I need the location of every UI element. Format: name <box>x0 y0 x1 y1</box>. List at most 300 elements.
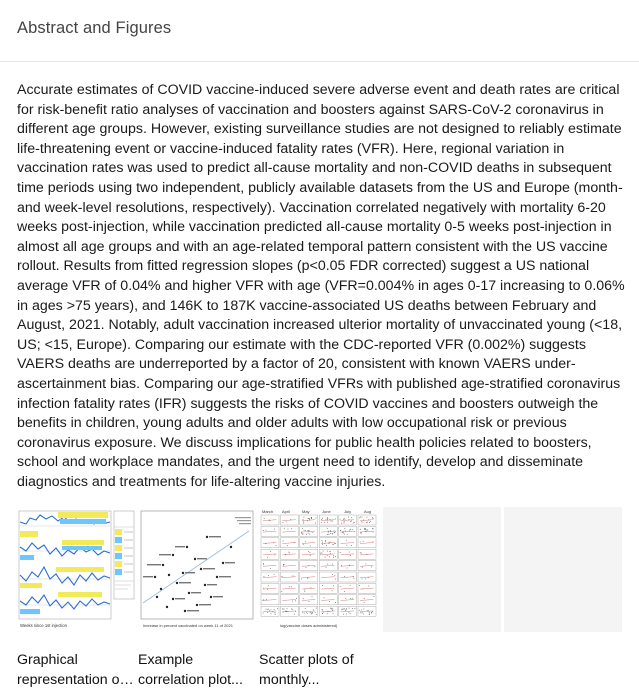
figure-3-point <box>347 545 348 546</box>
figure-3-panel <box>319 515 337 525</box>
figure-3-point <box>327 522 328 523</box>
figure-3-point <box>303 519 304 520</box>
figure-3-point <box>291 528 292 529</box>
figure-3-point <box>351 545 352 546</box>
figure-3-panel <box>358 595 376 605</box>
figure-3-point <box>340 586 341 587</box>
figure-3-panel <box>358 526 376 536</box>
figure-caption-2[interactable] <box>138 650 256 690</box>
figure-3-point <box>350 555 351 556</box>
figure-3-point <box>331 609 332 610</box>
figure-3-panel <box>261 538 279 548</box>
figure-3-point <box>330 553 331 554</box>
figure-3-point <box>264 518 265 519</box>
figure-3-point <box>363 522 364 523</box>
figure-3-point <box>335 602 336 603</box>
figure-3-point <box>334 533 335 534</box>
figure-3-panel <box>300 572 318 582</box>
figure-3-point <box>281 591 282 592</box>
figure-3-point <box>312 612 313 613</box>
figure-3-point <box>277 608 278 609</box>
figure-3-point <box>366 530 367 531</box>
figure-2-image <box>139 507 257 632</box>
figure-3-point <box>283 541 284 542</box>
figure-3-point <box>360 517 361 518</box>
figure-3-point <box>368 577 369 578</box>
figure-3-point <box>309 601 310 602</box>
figure-3-point <box>362 517 363 518</box>
figure-3-point <box>349 552 350 553</box>
figure-3-point <box>350 529 351 530</box>
figure-3-point <box>266 599 267 600</box>
figure-3-point <box>333 544 334 545</box>
figure-3-point <box>344 534 345 535</box>
figure-3-point <box>335 519 336 520</box>
figure-3-month-label: July <box>344 509 352 514</box>
figure-3-point <box>315 612 316 613</box>
figure-3-point <box>346 608 347 609</box>
figure-3-panel <box>261 561 279 571</box>
figure-3-point <box>289 586 290 587</box>
figure-3-point <box>350 585 351 586</box>
figure-3-point <box>311 518 312 519</box>
figure-3-point <box>322 613 323 614</box>
figure-3-point <box>360 533 361 534</box>
figure-3-point <box>367 610 368 611</box>
figure-3-point <box>306 534 307 535</box>
figure-3-point <box>351 521 352 522</box>
figure-3-point <box>365 529 366 530</box>
figure-3-point <box>322 542 323 543</box>
figure-3-point <box>347 534 348 535</box>
figure-3-point <box>263 599 264 600</box>
section-title: Abstract and Figures <box>17 19 172 37</box>
figure-1-image <box>18 507 136 632</box>
figure-3-point <box>342 532 343 533</box>
figure-3-point <box>268 575 269 576</box>
figure-3-point <box>305 590 306 591</box>
figure-2-xlabel: Increase in percent vaccinated on week 11 of 2021 <box>143 623 233 628</box>
figure-3-point <box>346 609 347 610</box>
figure-3-panel <box>319 538 337 548</box>
figure-3-point <box>360 542 361 543</box>
figure-3-panel <box>358 583 376 593</box>
figure-3-point <box>309 531 310 532</box>
figure-3-point <box>291 609 292 610</box>
figure-3-point <box>327 517 328 518</box>
figure-3-point <box>322 585 323 586</box>
figure-caption-3[interactable] <box>259 650 377 690</box>
figure-3-point <box>335 543 336 544</box>
caption-line: Example <box>138 652 194 668</box>
figure-thumbnail-3[interactable] <box>260 507 378 632</box>
figure-3-point <box>271 610 272 611</box>
figure-3-point <box>322 540 323 541</box>
figure-3-point <box>321 519 322 520</box>
figure-3-panel <box>300 549 318 559</box>
figure-3-point <box>362 613 363 614</box>
figure-3-point <box>332 574 333 575</box>
figure-3-point <box>276 545 277 546</box>
figure-3-point <box>263 564 264 565</box>
figure-3-point <box>369 614 370 615</box>
caption-line: correlation plot... <box>138 672 243 688</box>
figure-3-point <box>329 534 330 535</box>
figure-3-point <box>342 609 343 610</box>
figure-3-point <box>312 596 313 597</box>
figure-3-panel <box>358 561 376 571</box>
figure-3-point <box>361 522 362 523</box>
figure-3-point <box>332 610 333 611</box>
figure-3-point <box>305 542 306 543</box>
figure-3-point <box>341 565 342 566</box>
figure-3-point <box>333 609 334 610</box>
figure-3-point <box>373 518 374 519</box>
figure-3-panel <box>339 549 357 559</box>
figure-3-point <box>330 542 331 543</box>
figure-3-point <box>329 557 330 558</box>
figure-3-point <box>373 532 374 533</box>
figure-3-point <box>290 519 291 520</box>
figure-3-point <box>370 521 371 522</box>
figure-3-point <box>322 610 323 611</box>
figure-3-panel <box>339 595 357 605</box>
section-header <box>0 0 639 62</box>
figure-3-point <box>273 612 274 613</box>
figure-3-point <box>267 557 268 558</box>
figure-3-point <box>263 613 264 614</box>
figure-3-point <box>348 517 349 518</box>
figure-3-point <box>352 529 353 530</box>
figure-3-point <box>344 608 345 609</box>
figure-3-point <box>347 568 348 569</box>
figure-3-point <box>350 613 351 614</box>
figure-3-point <box>263 563 264 564</box>
figure-3-point <box>321 553 322 554</box>
figure-3-panel <box>300 515 318 525</box>
figure-3-point <box>330 551 331 552</box>
figure-3-point <box>284 528 285 529</box>
figure-3-point <box>286 522 287 523</box>
figure-3-point <box>374 596 375 597</box>
figure-3-point <box>335 556 336 557</box>
figure-3-point <box>331 521 332 522</box>
figure-3-point <box>295 601 296 602</box>
figure-3-point <box>268 585 269 586</box>
figure-3-point <box>275 555 276 556</box>
figure-3-point <box>372 611 373 612</box>
figure-3-point <box>371 567 372 568</box>
figure-3-point <box>266 530 267 531</box>
figure-3-panel <box>358 606 376 616</box>
figure-3-point <box>327 555 328 556</box>
figure-3-point <box>289 553 290 554</box>
figure-3-month-label: May <box>302 509 310 514</box>
figure-3-point <box>354 531 355 532</box>
figure-3-point <box>332 533 333 534</box>
figure-3-point <box>328 532 329 533</box>
figure-3-point <box>345 610 346 611</box>
figure-3-point <box>346 614 347 615</box>
figure-3-point <box>295 611 296 612</box>
figure-3-point <box>352 608 353 609</box>
figure-3-month-label: April <box>282 509 291 514</box>
figure-3-point <box>333 613 334 614</box>
figure-3-point <box>267 612 268 613</box>
figure-3-point <box>283 565 284 566</box>
figure-3-point <box>287 545 288 546</box>
figure-3-point <box>308 533 309 534</box>
figure-3-point <box>340 530 341 531</box>
figure-3-point <box>367 530 368 531</box>
figure-3-point <box>307 613 308 614</box>
figure-3-point <box>309 519 310 520</box>
figure-3-panel <box>280 583 298 593</box>
figure-3-point <box>322 609 323 610</box>
figure-3-panel <box>319 561 337 571</box>
figure-3-point <box>271 613 272 614</box>
figure-3-point <box>324 522 325 523</box>
figure-3-point <box>305 591 306 592</box>
figure-3-point <box>310 555 311 556</box>
figure-3-point <box>322 544 323 545</box>
figure-3-point <box>364 609 365 610</box>
figure-3-point <box>308 551 309 552</box>
figure-3-point <box>321 522 322 523</box>
figure-3-point <box>306 567 307 568</box>
figure-3-point <box>364 529 365 530</box>
figure-3-point <box>330 530 331 531</box>
figure-3-point <box>340 519 341 520</box>
figure-3-point <box>294 614 295 615</box>
figure-3-point <box>326 519 327 520</box>
figure-3-point <box>360 552 361 553</box>
figure-3-panel <box>280 549 298 559</box>
figure-3-point <box>366 522 367 523</box>
figure-3-point <box>349 530 350 531</box>
figure-3-point <box>345 531 346 532</box>
figure-3-point <box>352 598 353 599</box>
figure-3-point <box>335 575 336 576</box>
figure-3-point <box>327 613 328 614</box>
figure-3-point <box>349 612 350 613</box>
figures-row <box>0 507 639 696</box>
figure-3-point <box>312 613 313 614</box>
figure-3-panel <box>280 572 298 582</box>
figure-3-panel <box>280 515 298 525</box>
figure-3-panel <box>300 561 318 571</box>
figure-3-panel <box>319 595 337 605</box>
figure-3-point <box>309 534 310 535</box>
figure-3-point <box>332 564 333 565</box>
figure-3-point <box>308 518 309 519</box>
figure-3-point <box>275 612 276 613</box>
figure-3-point <box>306 612 307 613</box>
figure-3-point <box>362 567 363 568</box>
figure-3-point <box>263 530 264 531</box>
figure-thumbnail-2[interactable] <box>139 507 257 632</box>
figure-3-panel <box>300 595 318 605</box>
figure-3-point <box>365 528 366 529</box>
figure-3-point <box>274 529 275 530</box>
figure-3-point <box>335 531 336 532</box>
figure-caption-1[interactable] <box>17 650 135 690</box>
figure-3-point <box>320 554 321 555</box>
figure-thumbnail-5[interactable] <box>504 507 622 632</box>
figure-3-point <box>303 598 304 599</box>
figure-3-point <box>369 522 370 523</box>
figure-3-point <box>313 609 314 610</box>
figure-3-point <box>268 609 269 610</box>
figure-3-panel <box>339 526 357 536</box>
figure-3-point <box>359 585 360 586</box>
figure-3-point <box>344 518 345 519</box>
figure-3-point <box>329 519 330 520</box>
figure-3-point <box>304 530 305 531</box>
figure-3-point <box>368 610 369 611</box>
figure-3-point <box>335 579 336 580</box>
figure-3-point <box>344 523 345 524</box>
figure-3-point <box>325 557 326 558</box>
figure-3-point <box>328 531 329 532</box>
figure-3-point <box>327 528 328 529</box>
figure-3-point <box>343 609 344 610</box>
figure-3-point <box>282 577 283 578</box>
figure-3-point <box>341 523 342 524</box>
figure-3-point <box>369 614 370 615</box>
figure-3-point <box>311 518 312 519</box>
figure-3-point <box>293 576 294 577</box>
figure-3-point <box>364 602 365 603</box>
figure-3-point <box>361 533 362 534</box>
figure-3-point <box>311 612 312 613</box>
figure-3-point <box>305 530 306 531</box>
figure-3-point <box>324 597 325 598</box>
figure-3-image <box>260 507 378 632</box>
figure-3-point <box>316 608 317 609</box>
figure-3-point <box>363 614 364 615</box>
figure-3-point <box>310 552 311 553</box>
figure-3-point <box>285 611 286 612</box>
figure-3-panel <box>339 572 357 582</box>
figure-3-point <box>311 614 312 615</box>
figure-1-xlabel: Weeks since 1st injection <box>20 623 67 628</box>
figure-3-point <box>334 543 335 544</box>
figure-3-panel <box>319 583 337 593</box>
figure-3-point <box>267 589 268 590</box>
figure-3-point <box>331 608 332 609</box>
figure-thumbnail-4[interactable] <box>383 507 501 632</box>
figure-3-point <box>367 522 368 523</box>
caption-line: Scatter plots of <box>259 652 354 668</box>
figure-3-point <box>305 608 306 609</box>
figure-3-point <box>296 598 297 599</box>
figure-3-point <box>332 534 333 535</box>
figure-3-panel <box>261 526 279 536</box>
figure-3-point <box>284 609 285 610</box>
figure-3-point <box>302 534 303 535</box>
figure-3-point <box>304 613 305 614</box>
figure-3-point <box>343 533 344 534</box>
figure-3-panel <box>261 606 279 616</box>
figure-3-point <box>274 609 275 610</box>
figure-3-point <box>323 551 324 552</box>
figure-3-point <box>368 586 369 587</box>
figure-3-point <box>333 557 334 558</box>
figure-3-month-label: Aug <box>364 509 372 514</box>
figure-3-point <box>264 576 265 577</box>
figure-3-point <box>275 614 276 615</box>
figure-3-xlabel: log(vaccine doses administered) <box>280 623 338 628</box>
figure-3-point <box>325 540 326 541</box>
figure-3-point <box>364 528 365 529</box>
figure-3-point <box>322 518 323 519</box>
figure-thumbnail-1[interactable] <box>18 507 136 632</box>
figure-3-panel <box>280 526 298 536</box>
figure-3-panel <box>280 561 298 571</box>
figure-3-point <box>354 522 355 523</box>
figure-3-point <box>361 610 362 611</box>
figure-3-panel <box>300 606 318 616</box>
figure-3-point <box>364 598 365 599</box>
figure-3-point <box>303 521 304 522</box>
figure-3-point <box>360 529 361 530</box>
figure-3-point <box>359 517 360 518</box>
figure-3-point <box>349 608 350 609</box>
figure-3-point <box>288 529 289 530</box>
figure-3-point <box>316 518 317 519</box>
figure-3-panel <box>358 572 376 582</box>
figure-3-month-label: March <box>262 509 274 514</box>
figure-3-panel <box>319 549 337 559</box>
figure-3-panel <box>261 515 279 525</box>
figure-3-panel <box>358 515 376 525</box>
figure-3-point <box>269 611 270 612</box>
figure-3-point <box>301 533 302 534</box>
figure-3-panel <box>319 572 337 582</box>
figure-3-point <box>283 522 284 523</box>
figure-3-point <box>371 612 372 613</box>
figure-3-point <box>274 574 275 575</box>
figure-3-point <box>303 544 304 545</box>
figure-3-point <box>365 564 366 565</box>
figure-3-point <box>292 609 293 610</box>
figure-3-point <box>270 568 271 569</box>
figure-3-point <box>315 566 316 567</box>
figure-3-point <box>332 590 333 591</box>
figure-3-panel <box>358 538 376 548</box>
figure-3-point <box>327 519 328 520</box>
figure-3-point <box>307 578 308 579</box>
figure-3-panel <box>319 606 337 616</box>
figure-3-point <box>316 614 317 615</box>
figure-3-point <box>372 528 373 529</box>
figure-3-point <box>266 609 267 610</box>
figure-3-point <box>308 518 309 519</box>
figure-3-point <box>303 534 304 535</box>
caption-line: Graphical <box>17 652 78 668</box>
figure-3-point <box>282 609 283 610</box>
figure-3-panel <box>280 595 298 605</box>
caption-line: monthly... <box>259 672 320 688</box>
figure-3-panel <box>280 538 298 548</box>
figure-3-point <box>327 564 328 565</box>
figure-3-point <box>369 612 370 613</box>
figure-3-point <box>333 556 334 557</box>
figure-3-point <box>330 533 331 534</box>
figure-3-point <box>343 519 344 520</box>
figure-3-point <box>268 609 269 610</box>
